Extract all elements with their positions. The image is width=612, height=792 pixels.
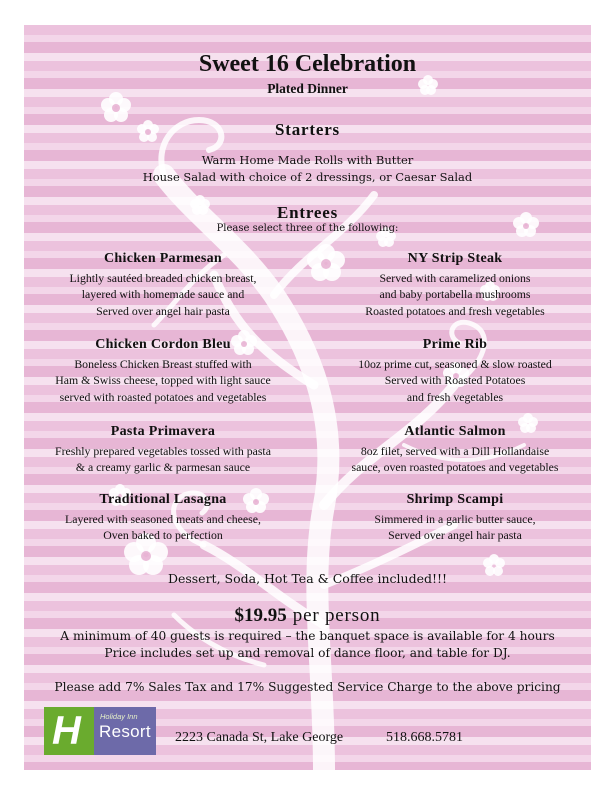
description-line: Freshly prepared vegetables tossed with pasta	[55, 444, 271, 458]
entree-name: Atlantic Salmon	[404, 424, 506, 439]
description-line: 8oz filet, served with a Dill Hollandaise	[360, 444, 550, 458]
menu-content	[24, 25, 591, 770]
description-line: Oven baked to perfection	[103, 528, 223, 543]
entree-item	[320, 337, 590, 405]
logo-text-panel	[94, 707, 156, 755]
page-subtitle: Plated Dinner	[267, 81, 348, 96]
description-line: Served over angel hair pasta	[96, 303, 230, 318]
entree-description	[28, 443, 298, 476]
holiday-inn-resort-logo	[44, 707, 156, 755]
description-line: and baby portabella mushrooms	[379, 287, 531, 302]
logo-resort: Resort	[99, 722, 151, 741]
entree-name: Pasta Primavera	[110, 424, 216, 439]
entree-item	[320, 424, 590, 476]
entree-name: Prime Rib	[422, 337, 488, 352]
page-title: Sweet 16 Celebration	[198, 51, 417, 77]
minimum-guests-note: A minimum of 40 guests is required – the banquet space is available for 4 hours	[60, 629, 555, 643]
description-line: sauce, oven roasted potatoes and vegetables	[351, 460, 559, 475]
entree-description	[320, 356, 590, 405]
entree-description	[320, 443, 590, 476]
starter-line: Warm Home Made Rolls with Butter	[201, 153, 414, 167]
description-line: Simmered in a garlic butter sauce,	[374, 512, 536, 526]
entree-description	[28, 511, 298, 544]
entree-description	[320, 511, 590, 544]
logo-brand: Holiday Inn	[100, 712, 138, 721]
entree-item	[28, 251, 298, 319]
description-line: Served with Roasted Potatoes	[384, 373, 526, 388]
price-amount: $19.95	[234, 605, 287, 626]
entree-item	[28, 424, 298, 476]
logo-h-mark: H	[44, 707, 94, 755]
tax-note: Please add 7% Sales Tax and 17% Suggested Service Charge to the above pricing	[54, 680, 561, 694]
description-line: Layered with seasoned meats and cheese,	[65, 512, 261, 526]
entrees-instruction: Please select three of the following:	[216, 223, 399, 234]
entree-name: Traditional Lasagna	[99, 492, 227, 507]
description-line: layered with homemade sauce and	[81, 287, 245, 302]
phone-number: 518.668.5781	[386, 730, 463, 745]
description-line: Served with caramelized onions	[379, 271, 531, 285]
price-unit: per person	[292, 605, 381, 626]
description-line: 10oz prime cut, seasoned & slow roasted	[358, 357, 552, 371]
entree-item	[320, 492, 590, 544]
price-includes-note: Price includes set up and removal of dance floor, and table for DJ.	[104, 646, 511, 660]
entree-name: NY Strip Steak	[407, 251, 503, 266]
description-line: Lightly sautéed breaded chicken breast,	[69, 271, 257, 285]
entree-item	[320, 251, 590, 319]
description-line: served with roasted potatoes and vegetables	[59, 389, 267, 404]
entree-name: Chicken Cordon Bleu	[95, 337, 231, 352]
description-line: Roasted potatoes and fresh vegetables	[365, 303, 545, 318]
starters-heading: Starters	[275, 120, 340, 139]
entree-description	[28, 270, 298, 319]
entree-description	[320, 270, 590, 319]
address: 2223 Canada St, Lake George	[175, 730, 344, 745]
description-line: Boneless Chicken Breast stuffed with	[74, 357, 252, 371]
entree-item	[28, 337, 298, 405]
entrees-heading: Entrees	[277, 203, 338, 222]
description-line: and fresh vegetables	[406, 389, 504, 404]
description-line: Ham & Swiss cheese, topped with light sauce	[55, 373, 271, 388]
entree-name: Chicken Parmesan	[104, 251, 222, 266]
entree-description	[28, 356, 298, 405]
included-note: Dessert, Soda, Hot Tea & Coffee included!!!	[167, 571, 448, 586]
price-line	[24, 605, 591, 627]
description-line: Served over angel hair pasta	[388, 528, 522, 543]
entree-name: Shrimp Scampi	[406, 492, 504, 507]
starter-line: House Salad with choice of 2 dressings, or Caesar Salad	[142, 170, 473, 184]
description-line: & a creamy garlic & parmesan sauce	[75, 460, 251, 475]
entree-item	[28, 492, 298, 544]
